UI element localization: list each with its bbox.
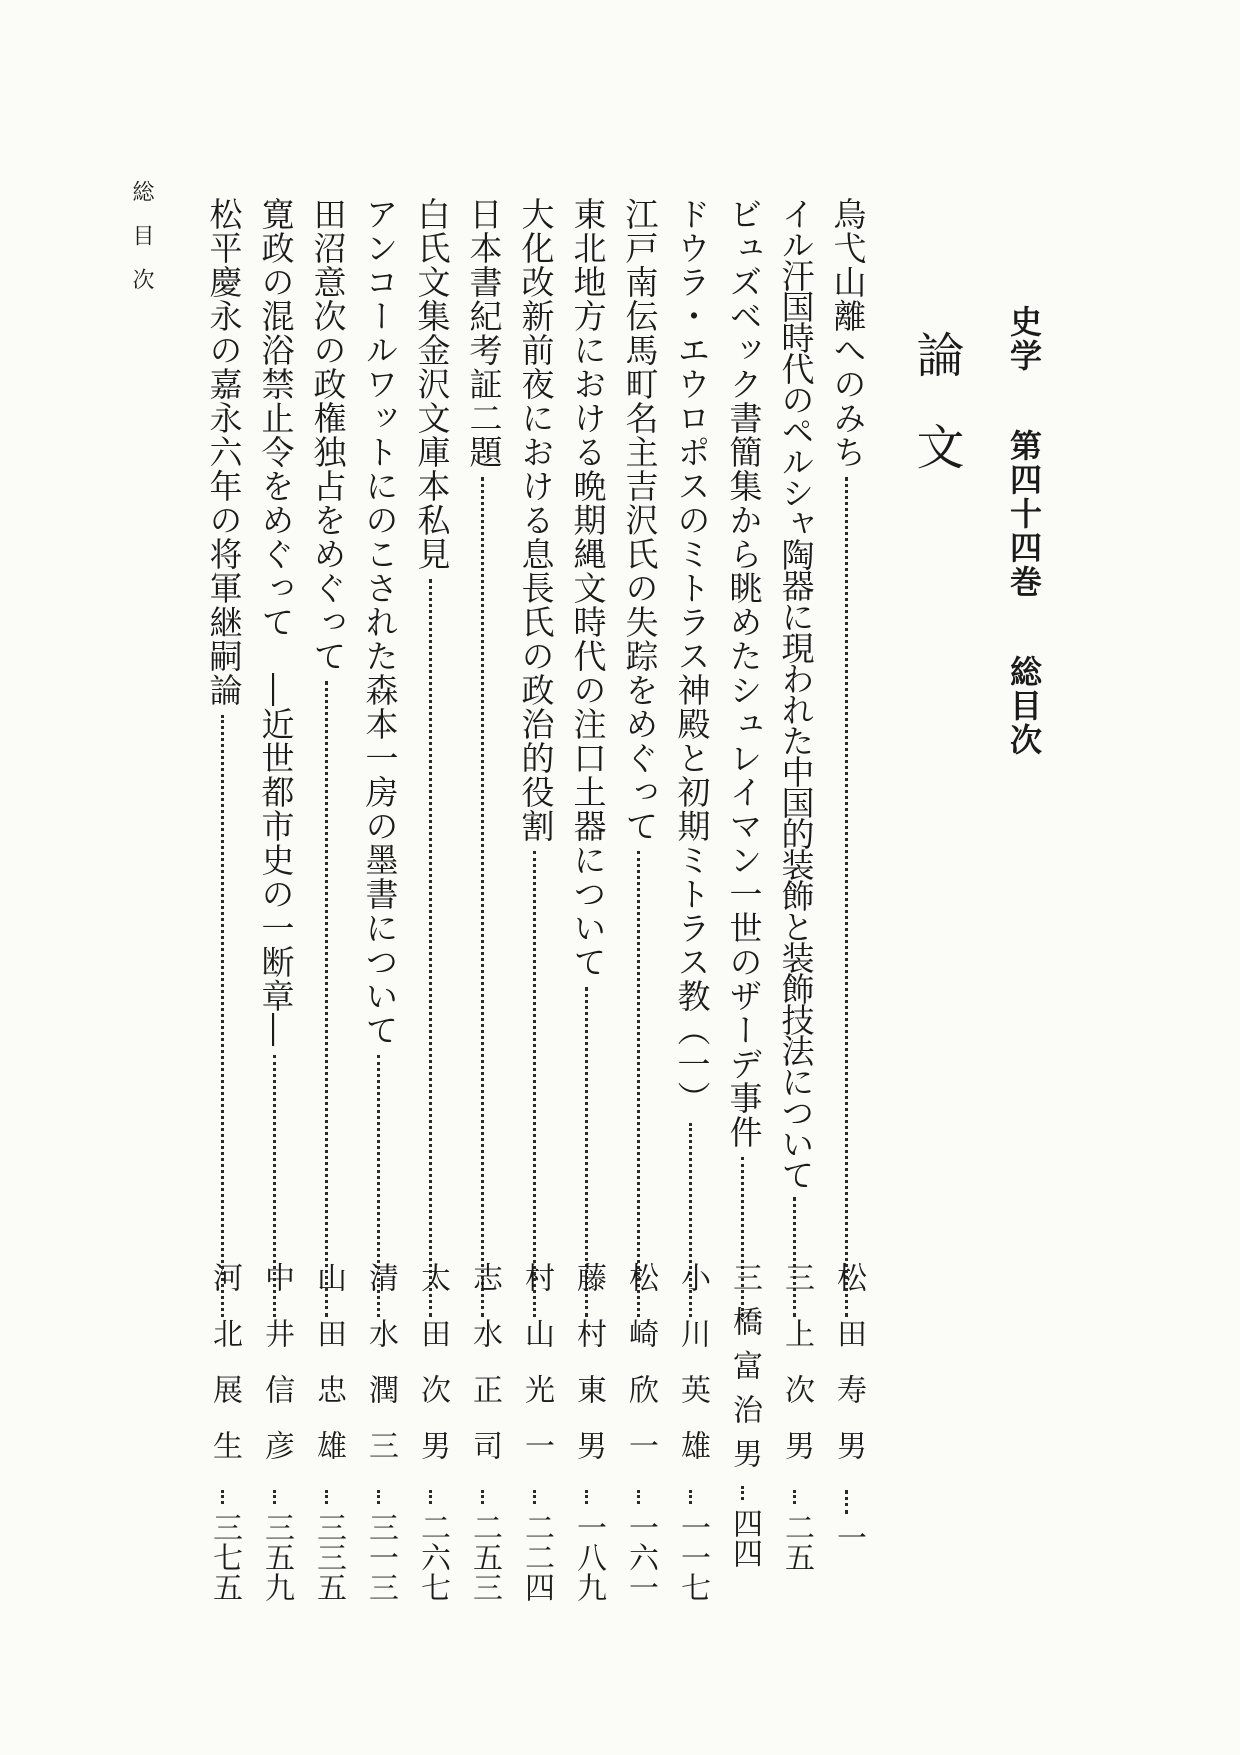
article-title: 寛政の混浴禁止令をめぐって bbox=[256, 197, 296, 639]
leader-dots bbox=[429, 1490, 435, 1504]
toc-entry-title bbox=[462, 197, 506, 1317]
contents-label: 総目次 bbox=[1005, 655, 1043, 757]
page-number: 一六一 bbox=[623, 1512, 658, 1602]
article-author: 藤村東男 bbox=[571, 1262, 606, 1486]
toc-entry-title bbox=[774, 197, 818, 1317]
toc-entry-title bbox=[358, 197, 402, 1317]
page-number: 二六七 bbox=[415, 1512, 450, 1602]
toc-entry-author bbox=[722, 1262, 766, 1568]
toc-entry-author bbox=[774, 1262, 818, 1572]
leader-dots bbox=[585, 1490, 591, 1504]
leader-dots bbox=[637, 851, 643, 1317]
article-title: 烏弋山離へのみち bbox=[828, 197, 868, 469]
article-title: 東北地方における晩期縄文時代の注口土器について bbox=[568, 197, 608, 979]
article-title: 松平慶永の嘉永六年の将軍継嗣論 bbox=[204, 197, 244, 707]
leader-dots bbox=[221, 715, 227, 1317]
toc-entry-author bbox=[618, 1262, 662, 1602]
journal-name: 史学 bbox=[1005, 305, 1043, 373]
toc-entry-title bbox=[826, 197, 870, 1317]
toc-entry-title bbox=[566, 197, 610, 1317]
page-footer: 総目次 bbox=[129, 180, 154, 312]
toc-entry-author bbox=[566, 1262, 610, 1602]
article-author: 三上次男 bbox=[779, 1262, 814, 1486]
page-number: 一八九 bbox=[571, 1512, 606, 1602]
page-number: 一 bbox=[831, 1522, 866, 1552]
toc-entry-title bbox=[202, 197, 246, 1317]
article-author: 松崎欣一 bbox=[623, 1262, 658, 1486]
leader-dots bbox=[533, 851, 539, 1317]
article-author: 志水正司 bbox=[467, 1262, 502, 1486]
leader-dots bbox=[377, 1490, 383, 1504]
leader-dots bbox=[533, 1490, 539, 1504]
page-number: 二五 bbox=[779, 1512, 814, 1572]
toc-entry-title bbox=[254, 197, 298, 1317]
article-title: イル汗国時代のペルシャ陶器に現われた中国的装飾と装飾技法について bbox=[776, 197, 816, 1189]
toc-entry-author bbox=[410, 1262, 454, 1602]
article-author: 三橋富治男 bbox=[727, 1262, 762, 1482]
toc-entry-title bbox=[514, 197, 558, 1317]
toc-entry-author bbox=[462, 1262, 506, 1602]
leader-dots bbox=[845, 477, 851, 1317]
toc-entry-title bbox=[670, 197, 714, 1317]
leader-dots bbox=[793, 1490, 799, 1504]
toc-entry-title bbox=[722, 197, 766, 1317]
toc-entry-author bbox=[826, 1262, 870, 1552]
leader-dots bbox=[273, 1490, 279, 1504]
page-number: 三五九 bbox=[259, 1512, 294, 1602]
article-author: 清水潤三 bbox=[363, 1262, 398, 1486]
toc-entry-title bbox=[618, 197, 662, 1317]
toc-entry-title bbox=[410, 197, 454, 1317]
leader-dots bbox=[637, 1490, 643, 1504]
toc-entry-author bbox=[202, 1262, 246, 1602]
toc-entry-author bbox=[358, 1262, 402, 1602]
leader-dots bbox=[741, 1486, 747, 1500]
article-title: ドウラ・エウロポスのミトラス神殿と初期ミトラス教（一） bbox=[672, 197, 712, 1115]
toc-entry-author bbox=[514, 1262, 558, 1602]
article-author: 河北展生 bbox=[207, 1262, 242, 1486]
leader-dots bbox=[325, 681, 331, 1317]
page-number: 二二四 bbox=[519, 1512, 554, 1602]
section-title: 論文 bbox=[908, 330, 964, 514]
journal-header bbox=[1005, 305, 1043, 757]
page-number: 三七五 bbox=[207, 1512, 242, 1602]
page-number: 三一三 bbox=[363, 1512, 398, 1602]
page-number: 四四 bbox=[727, 1508, 762, 1568]
volume-number: 第四十四巻 bbox=[1005, 429, 1043, 599]
toc-entry-author bbox=[306, 1262, 350, 1602]
leader-dots bbox=[845, 1490, 851, 1514]
article-title: ビュズベック書簡集から眺めたシュレイマン一世のザーデ事件 bbox=[724, 197, 764, 1149]
article-title: 大化改新前夜における息長氏の政治的役割 bbox=[516, 197, 556, 843]
article-subtitle: ―近世都市史の一断章― bbox=[256, 673, 296, 1047]
article-title: 田沼意次の政権独占をめぐって bbox=[308, 197, 348, 673]
page-number: 一一七 bbox=[675, 1512, 710, 1602]
toc-entry-author bbox=[254, 1262, 298, 1602]
article-author: 山田忠雄 bbox=[311, 1262, 346, 1486]
toc-entry-title bbox=[306, 197, 350, 1317]
page-number: 二五三 bbox=[467, 1512, 502, 1602]
leader-dots bbox=[481, 477, 487, 1317]
article-author: 村山光一 bbox=[519, 1262, 554, 1486]
article-author: 小川英雄 bbox=[675, 1262, 710, 1486]
leader-dots bbox=[325, 1490, 331, 1504]
article-author: 中井信彦 bbox=[259, 1262, 294, 1486]
leader-dots bbox=[429, 579, 435, 1317]
article-title: 日本書紀考証二題 bbox=[464, 197, 504, 469]
article-author: 太田次男 bbox=[415, 1262, 450, 1486]
leader-dots bbox=[221, 1490, 227, 1504]
leader-dots bbox=[481, 1490, 487, 1504]
article-title: アンコールワットにのこされた森本一房の墨書について bbox=[360, 197, 400, 1047]
leader-dots bbox=[689, 1490, 695, 1504]
article-title: 白氏文集金沢文庫本私見 bbox=[412, 197, 452, 571]
page-number: 三三五 bbox=[311, 1512, 346, 1602]
article-title: 江戸南伝馬町名主吉沢氏の失踪をめぐって bbox=[620, 197, 660, 843]
toc-entry-author bbox=[670, 1262, 714, 1602]
article-author: 松田寿男 bbox=[831, 1262, 866, 1486]
